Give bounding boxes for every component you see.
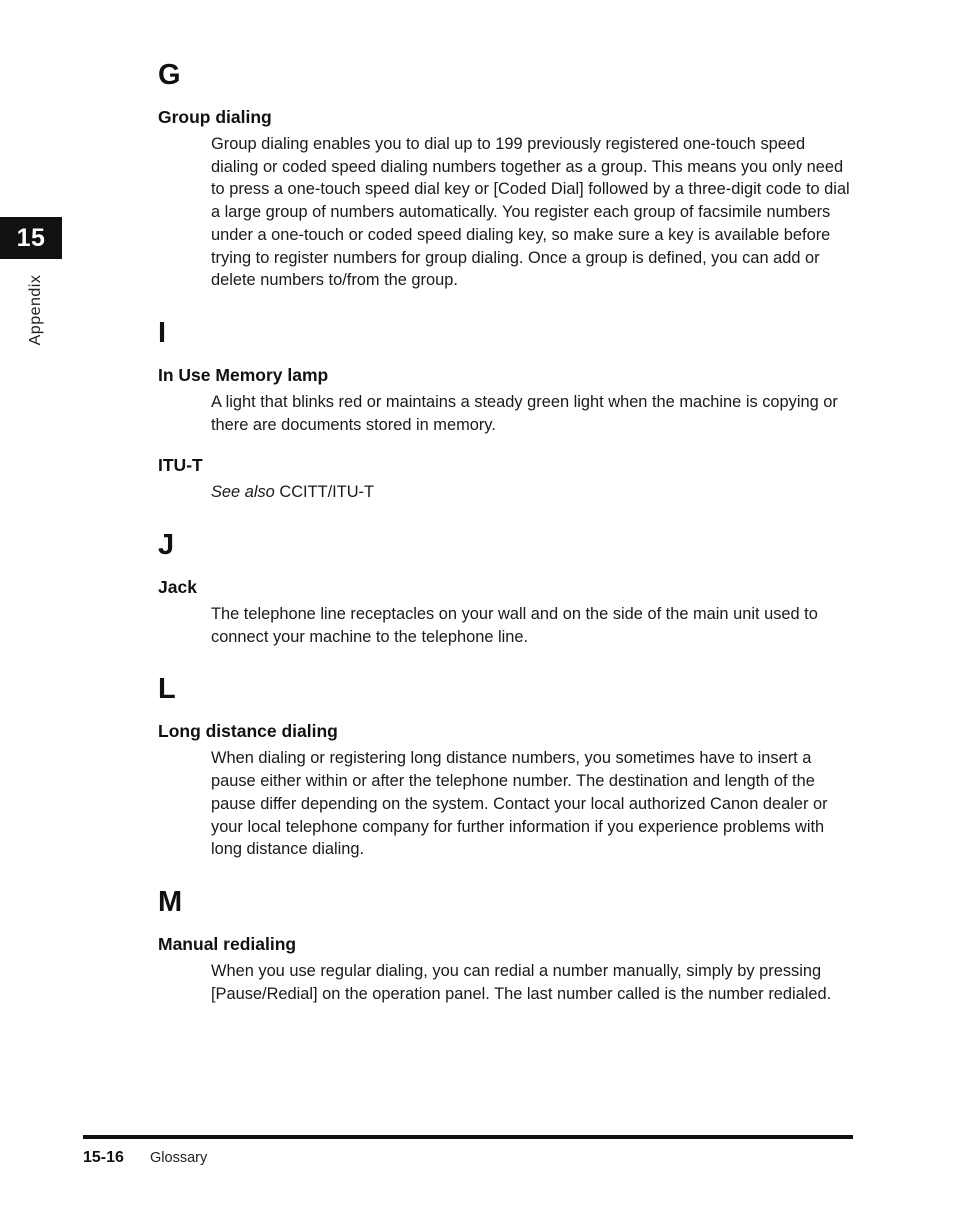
glossary-entry	[158, 720, 858, 861]
term-title: Group dialing	[158, 107, 272, 127]
letter-section-m	[158, 885, 858, 1005]
letter-heading: G	[158, 59, 181, 91]
letter-section-g	[158, 58, 858, 292]
glossary-content	[158, 58, 858, 1023]
term-title: Long distance dialing	[158, 721, 338, 742]
footer-rule	[83, 1135, 853, 1139]
glossary-entry	[158, 576, 858, 648]
term-title: ITU-T	[158, 455, 203, 476]
term-definition: The telephone line receptacles on your wall and on the side of the main unit used to connect your machine to the telephone line.	[211, 605, 818, 646]
letter-heading: J	[158, 529, 175, 562]
glossary-entry	[158, 454, 858, 504]
footer-section-title: Glossary	[150, 1150, 208, 1166]
letter-heading: M	[158, 885, 183, 918]
term-definition: When dialing or registering long distance numbers, you sometimes have to insert a pause either within or after the telephone number. The destination and length of the pause differ depending on the system. Contact your local authorized Canon dealer or your local telephone company for further information if you experience problems with long distance dialing.	[211, 749, 828, 859]
letter-heading: L	[158, 673, 176, 706]
glossary-entry	[158, 933, 858, 1005]
glossary-entry	[158, 364, 858, 436]
term-definition: When you use regular dialing, you can redial a number manually, simply by pressing [Pause/Redial] on the operation panel. The last number called is the number redialed.	[211, 961, 832, 1003]
term-definition: Group dialing enables you to dial up to 199 previously registered one-touch speed dialing or coded speed dialing numbers together as a group. This means you only need to press a one-touch speed dial key or [Coded Dial] followed by a three-digit code to dial a large group of numbers automatically. You register each group of facsimile numbers under a one-touch or coded speed dialing key, so make sure a key is available before trying to register numbers for group dialing. Once a group is defined, you can add or delete numbers to/from the group.	[211, 135, 850, 290]
letter-section-i	[158, 316, 858, 504]
see-also-label: See also	[211, 483, 275, 502]
term-definition	[211, 481, 857, 504]
term-title: Jack	[158, 577, 197, 598]
term-title: In Use Memory lamp	[158, 364, 329, 385]
term-definition: A light that blinks red or maintains a steady green light when the machine is copying or there are documents stored in memory.	[211, 392, 838, 434]
chapter-label: Appendix	[27, 274, 44, 346]
letter-section-j	[158, 528, 858, 648]
letter-heading: I	[158, 316, 167, 349]
chapter-tab	[0, 217, 62, 259]
page-number: 15-16	[83, 1149, 124, 1166]
glossary-entry	[158, 106, 858, 292]
chapter-number: 15	[16, 223, 46, 252]
cross-reference: CCITT/ITU-T	[274, 483, 375, 502]
term-title: Manual redialing	[158, 933, 297, 954]
letter-section-l	[158, 672, 858, 861]
